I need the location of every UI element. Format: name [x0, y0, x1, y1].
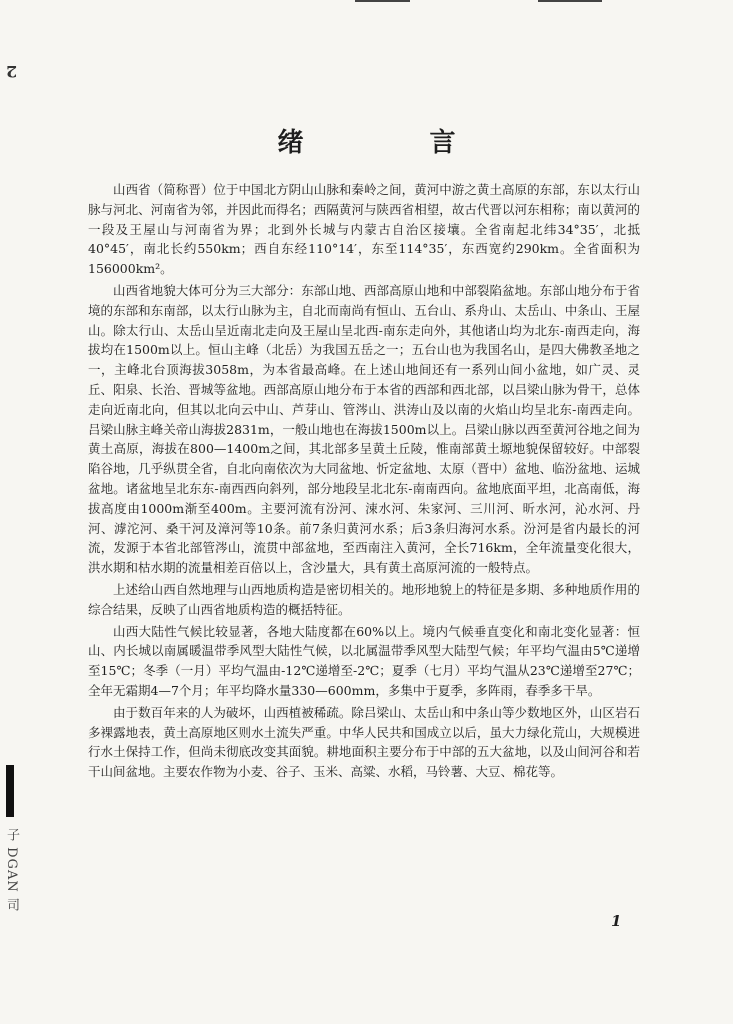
paragraph-3: 上述给山西自然地理与山西地质构造是密切相关的。地形地貌上的特征是多期、多种地质作用的综合结果，反映了山西省地质构造的概括特征。: [88, 581, 640, 617]
scan-edge-mark: [6, 765, 14, 817]
page-number: 1: [611, 912, 622, 930]
side-stamp: 子 DGAN 司: [4, 828, 19, 912]
margin-page-number: 2: [6, 62, 18, 81]
paragraph-5: 由于数百年来的人为破坏，山西植被稀疏。除吕梁山、太岳山和中条山等少数地区外，山区岩石多裸露地表，黄土高原地区则水土流失严重。中华人民共和国成立以后，虽大力绿化荒山，大规模进行水土保持工作，但尚未彻底改变其面貌。耕地面积主要分布于中部的五大盆地，以及山间河谷和若干山间盆地。主要农作物为小麦、谷子、玉米、高粱、水稻，马铃薯、大豆、棉花等。: [88, 704, 640, 780]
top-rule-left: [355, 0, 410, 2]
paragraph-4: 山西大陆性气候比较显著，各地大陆度都在60%以上。境内气候垂直变化和南北变化显著：恒山、内长城以南属暖温带季风型大陆性气候，以北属温带季风型大陆型气候；年平均气温由5℃递增至15℃；冬季（一月）平均气温由-12℃递增至-2℃；夏季（七月）平均气温从23℃递增至27℃；全年无霜期4—7个月；年平均降水量330—600mm，多集中于夏季，多阵雨，春季多干旱。: [88, 623, 640, 698]
top-rule-right: [538, 0, 602, 2]
paragraph-1: 山西省（简称晋）位于中国北方阴山山脉和秦岭之间，黄河中游之黄土高原的东部，东以太行山脉与河北、河南省为邻，并因此而得名；西隔黄河与陕西省相望，故古代晋以河东相称；南以黄河的一段及王屋山与河南省为界；北到外长城与内蒙古自治区接壤。全省南起北纬34°35′，北抵40°45′，南北长约550km；西自东经110°14′，东至114°35′，东西宽约290km。全省面积为156000km²。: [88, 182, 640, 277]
page-title: 绪 言: [277, 128, 506, 158]
paragraph-2: 山西省地貌大体可分为三大部分：东部山地、西部高原山地和中部裂陷盆地。东部山地分布于省境的东部和东南部，以太行山脉为主，自北而南尚有恒山、五台山、系舟山、太岳山、中条山、王屋山。除太行山、太岳山呈近南北走向及王屋山呈北西-南东走向外，其他诸山均为北东-南西走向，海拔均在1500m以上。恒山主峰（北岳）为我国五岳之一；五台山也为我国名山，是四大佛教圣地之一，主峰北台顶海拔3058m，为本省最高峰。在上述山地间还有一系列山间小盆地，如广灵、灵丘、阳泉、长治、晋城等盆地。西部高原山地分布于本省的西部和西北部，以吕梁山脉为骨干，总体走向近南北向，但其以北向云中山、芦芽山、管涔山、洪涛山及以南的火焰山均呈北东-南西走向。吕梁山脉主峰关帝山海拔2831m，一般山地也在海拔1500m以上。吕梁山脉以西至黄河谷地之间为黄土高原，海拔在800—1400m之间，其北部多呈黄土丘陵，惟南部黄土塬地貌保留较好。中部裂陷谷地，几乎纵贯全省，自北向南依次为大同盆地、忻定盆地、太原（晋中）盆地、临汾盆地、运城盆地。诸盆地呈北东东-南西西向斜列，部分地段呈北北东-南南西向。盆地底面平坦，北高南低，海拔高度由1000m渐至400m。主要河流有汾河、涑水河、朱家河、三川河、昕水河，沁水河、丹河、滹沱河、桑干河及漳河等10条。前7条归黄河水系；后3条归海河水系。汾河是省内最长的河流，发源于本省北部管涔山，流贯中部盆地，至西南注入黄河，全长716km，全年流量变化很大，洪水期和枯水期的流量相差百倍以上，含沙量大，具有黄土高原河流的一般特点。: [88, 282, 640, 576]
body-text: [88, 180, 640, 784]
